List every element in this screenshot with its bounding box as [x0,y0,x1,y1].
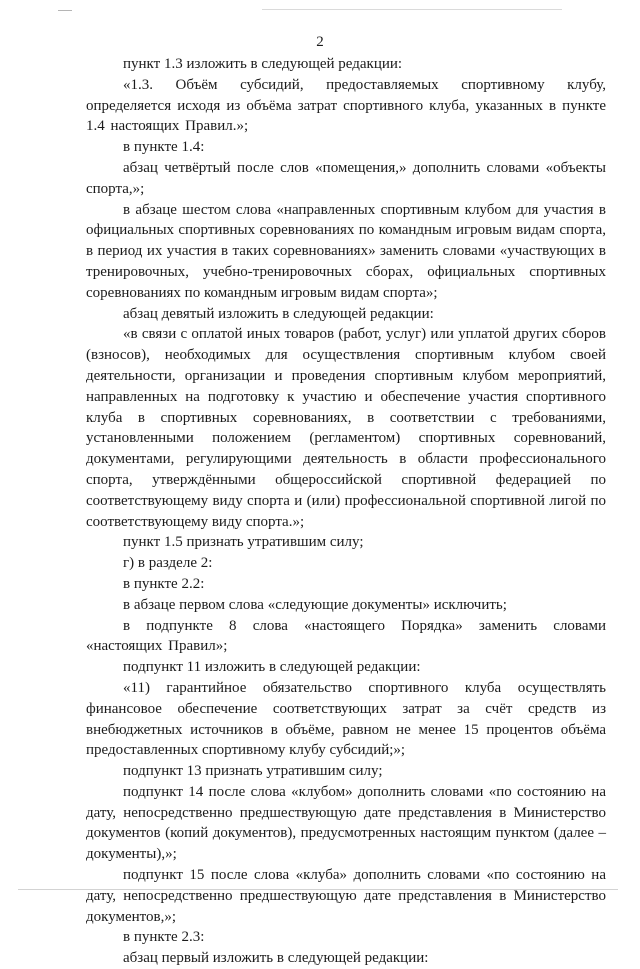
paragraph: абзац девятый изложить в следующей редакции: [123,305,434,322]
paragraph: подпункт 14 после слова «клубом» дополнить словами «по состоянию на дату, непосредственно предшествующую дате представления в Министерство документов (копий документов), предусмотренных настоящим пунктом (далее – документы),»; [86,783,606,863]
paragraph: г) в разделе 2: [123,555,213,572]
paragraph: в пункте 1.4: [123,139,205,156]
paragraph: абзац первый изложить в следующей редакции: [123,950,429,967]
paragraph: абзац четвёртый после слов «помещения,» дополнить словами «объекты спорта,»; [86,159,606,197]
paragraph: подпункт 11 изложить в следующей редакции: [123,659,421,676]
paragraph: «11) гарантийное обязательство спортивного клуба осуществлять финансовое обеспечение соответствующих затрат за счёт средств из внебюджетных источников в объёме, равном не менее 15 процентов объёма предоставленных спортивному клубу субсидий;»; [86,679,606,759]
paragraph: «1.3. Объём субсидий, предоставляемых спортивному клубу, определяется исходя из объёма затрат спортивного клуба, указанных в пункте 1.4 настоящих Правил.»; [86,76,606,135]
paragraph: в пункте 2.3: [123,929,205,946]
document-body [86,54,606,969]
scan-artifact-top-right [262,9,562,10]
paragraph: подпункт 13 признать утратившим силу; [123,763,383,780]
paragraph: пункт 1.3 изложить в следующей редакции: [123,56,403,72]
paragraph: «в связи с оплатой иных товаров (работ, услуг) или уплатой других сборов (взносов), необходимых для осуществления спортивным клубом своей деятельности, организации и проведения спортивным клубом мероприятий, направленных на подготовку к участию и обеспечение участия спортивного клуба в спортивных соревнованиях, в соответствии с требованиями, установленными положением (регламентом) спортивных соревнований, документами, регулирующими деятельность в области профессионального спорта, утверждёнными общероссийской спортивной федерацией по соответствующему виду спорта и (или) профессиональной спортивной лигой по соответствующему виду спорта.»; [86,326,606,530]
scan-artifact-top-left [58,10,72,11]
paragraph: пункт 1.5 признать утратившим силу; [123,534,364,551]
paragraph: в подпункте 8 слова «настоящего Порядка» заменить словами «настоящих Правил»; [86,617,606,655]
paragraph: подпункт 15 после слова «клуба» дополнить словами «по состоянию на дату, непосредственно предшествующую дате представления в Министерство документов,»; [86,867,606,925]
paragraph: в абзаце первом слова «следующие документы» исключить; [123,596,507,613]
paragraph: в пункте 2.2: [123,575,205,592]
page-number: 2 [316,34,324,50]
paragraph: в абзаце шестом слова «направленных спортивным клубом для участия в официальных спортивных соревнованиях по командным игровым видам спорта, в период их участия в таких соревнованиях» заменить словами «участвующих в тренировочных, учебно-тренировочных сборах, официальных спортивных соревнованиях по командным игровым видам спорта»; [86,201,606,301]
